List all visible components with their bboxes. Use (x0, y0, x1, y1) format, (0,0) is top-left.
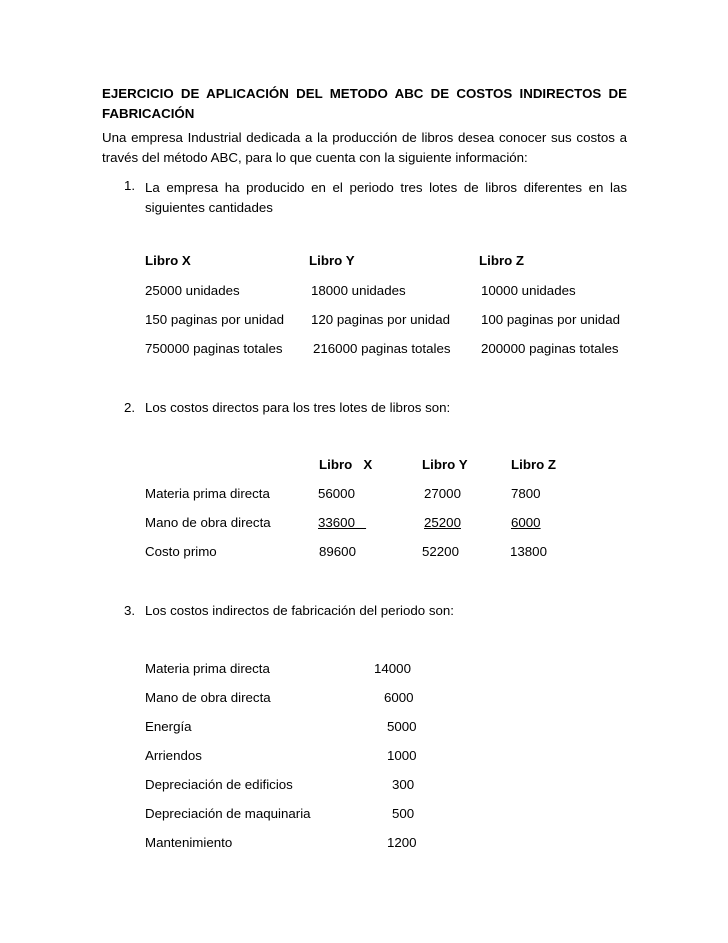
indirect-row-value: 14000 (374, 661, 411, 676)
books-header-x: Libro X (145, 253, 191, 268)
direct-header-z: Libro Z (511, 457, 557, 472)
item-2-number: 2. (124, 400, 136, 415)
direct-cell: 6000 (511, 515, 541, 530)
books-cell: 120 paginas por unidad (311, 312, 450, 327)
indirect-row-value: 500 (392, 806, 415, 821)
intro-line-1: Una empresa Industrial dedicada a la producción de libros desea conocer sus costos a (102, 130, 627, 145)
indirect-row-value: 5000 (387, 719, 417, 734)
books-cell: 750000 paginas totales (145, 341, 283, 356)
indirect-row-label: Energía (145, 719, 192, 734)
direct-cell: 7800 (511, 486, 541, 501)
indirect-row-value: 1000 (387, 748, 417, 763)
direct-row-label: Materia prima directa (145, 486, 270, 501)
title-line-1: EJERCICIO DE APLICACIÓN DEL METODO ABC DE COSTOS INDIRECTOS DE (102, 86, 627, 101)
books-header-y: Libro Y (309, 253, 355, 268)
direct-cell: 13800 (510, 544, 547, 559)
direct-cell: 25200 (424, 515, 461, 530)
direct-cell: 27000 (424, 486, 461, 501)
direct-cell: 89600 (319, 544, 356, 559)
direct-cell: 33600 (318, 515, 367, 530)
item-3-text: Los costos indirectos de fabricación del periodo son: (145, 603, 454, 618)
item-1-number: 1. (124, 178, 136, 193)
direct-cell: 56000 (318, 486, 355, 501)
item-2-text: Los costos directos para los tres lotes de libros son: (145, 400, 451, 415)
direct-cell: 52200 (422, 544, 459, 559)
title-line-2: FABRICACIÓN (102, 106, 195, 121)
indirect-row-label: Depreciación de maquinaria (145, 806, 311, 821)
indirect-row-label: Mantenimiento (145, 835, 233, 850)
books-cell: 18000 unidades (311, 283, 406, 298)
item-3-number: 3. (124, 603, 136, 618)
indirect-row-label: Materia prima directa (145, 661, 270, 676)
books-cell: 10000 unidades (481, 283, 576, 298)
indirect-row-value: 1200 (387, 835, 417, 850)
document-title (102, 84, 627, 124)
indirect-row-label: Arriendos (145, 748, 202, 763)
direct-header-y: Libro Y (422, 457, 468, 472)
indirect-row-label: Depreciación de edificios (145, 777, 293, 792)
indirect-row-value: 300 (392, 777, 415, 792)
item-1-text (145, 178, 627, 218)
direct-row-label: Mano de obra directa (145, 515, 271, 530)
intro-line-2: través del método ABC, para lo que cuenta con la siguiente información: (102, 150, 528, 165)
books-header-z: Libro Z (479, 253, 525, 268)
books-cell: 25000 unidades (145, 283, 240, 298)
item-1-line-2: siguientes cantidades (145, 200, 273, 215)
indirect-row-label: Mano de obra directa (145, 690, 271, 705)
intro-paragraph (102, 128, 627, 168)
books-cell: 100 paginas por unidad (481, 312, 620, 327)
books-cell: 200000 paginas totales (481, 341, 619, 356)
books-cell: 150 paginas por unidad (145, 312, 284, 327)
indirect-row-value: 6000 (384, 690, 414, 705)
direct-header-x: Libro X (319, 457, 373, 472)
item-1-line-1: La empresa ha producido en el periodo tres lotes de libros diferentes en las (145, 180, 627, 195)
direct-row-label: Costo primo (145, 544, 217, 559)
books-cell: 216000 paginas totales (313, 341, 451, 356)
